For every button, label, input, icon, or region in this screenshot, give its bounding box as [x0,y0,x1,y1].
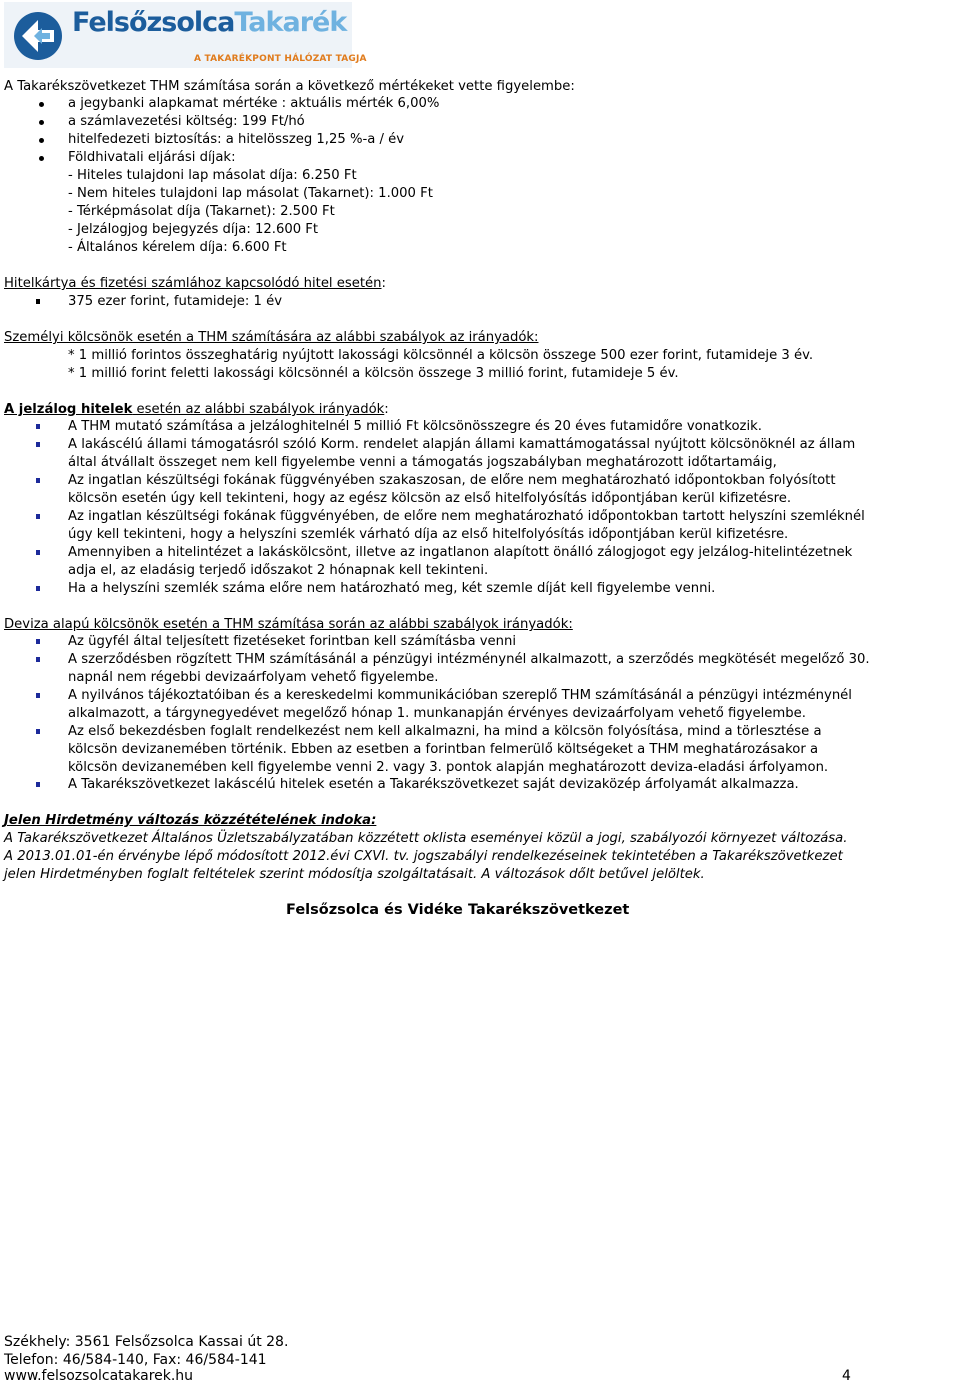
currency-item: Az ügyfél által teljesített fizetéseket forintban kell számításba venni [68,634,517,649]
footer-phone: Telefon: 46/584-140, Fax: 46/584-141 [4,1352,267,1368]
notice-line: jelen Hirdetményben foglalt feltételek szerint módosítja szolgáltatásait. A változások dőlt betűvel jelöltek. [4,867,705,882]
notice-line: A 2013.01.01-én érvénybe lépő módosított 2012.évi CXVI. tv. jogszabályi rendelkezéseinek tekintetében a Takarékszövetkezet [4,849,843,864]
intro-lead: A Takarékszövetkezet THM számítása során a következő mértékeket vette figyelembe: [4,79,575,94]
logo-mark-icon [12,10,66,62]
mortgage-item: Az ingatlan készültségi fokának függvényében, de előre nem meghatározható időpontokban tartott helyszíni szemléknél [68,509,865,524]
fee-line: - Általános kérelem díja: 6.600 Ft [68,240,287,255]
currency-item: A Takarékszövetkezet lakáscélú hitelek esetén a Takarékszövetkezet saját devizaközép árfolyamát alkalmazza. [68,777,799,792]
fee-line: - Jelzálogjog bejegyzés díja: 12.600 Ft [68,222,319,237]
mortgage-item-cont: által átvállalt összeget nem kell figyelembe venni a támogatás jogszabályban meghatározott időtartamáig, [68,455,777,470]
mortgage-item-cont: úgy kell tekinteni, hogy a helyszíni szemlék várható díja az első hitelfolyósítás időpontjában kerül kifizetésre. [68,527,789,542]
intro-bullet: hitelfedezeti biztosítás: a hitelösszeg 1,25 %-a / év [68,132,405,147]
fee-line: - Hiteles tulajdoni lap másolat díja: 6.250 Ft [68,168,357,183]
mortgage-heading: A jelzálog hitelek esetén az alábbi szabályok irányadók: [4,402,389,417]
page-number: 4 [842,1368,851,1384]
intro-bullet: Földhivatali eljárási díjak: [68,150,236,165]
intro-bullet: a jegybanki alapkamat mértéke : aktuális mérték 6,00% [68,96,440,111]
personal-heading: Személyi kölcsönök esetén a THM számítására az alábbi szabályok az irányadók: [4,330,539,345]
mortgage-item: Ha a helyszíni szemlék száma előre nem határozható meg, két szemle díját kell figyelembe venni. [68,581,716,596]
personal-line: * 1 millió forintos összeghatárig nyújtott lakossági kölcsönnél a kölcsön összege 500 ezer forint, futamideje 3 év. [68,348,814,363]
signature: Felsőzsolca és Vidéke Takarékszövetkezet [286,902,630,918]
mortgage-item: A THM mutató számítása a jelzáloghitelnél 5 millió Ft kölcsönösszegre és 20 éves futamidőre vonatkozik. [68,419,762,434]
credit-card-item: 375 ezer forint, futamideje: 1 év [68,294,282,309]
currency-heading: Deviza alapú kölcsönök esetén a THM számítása során az alábbi szabályok irányadók: [4,617,573,632]
intro-bullet: a számlavezetési költség: 199 Ft/hó [68,114,305,129]
currency-item-cont: kölcsön devizanemében történik. Ebben az esetben a forintban felmerülő költségeket a THM meghatározásakor a [68,742,819,757]
notice-heading: Jelen Hirdetmény változás közzétételének indoka: [4,813,377,828]
notice-line: A Takarékszövetkezet Általános Üzletszabályzatában közzétett oklista eseményei közül a jogi, szabályozói környezet változása. [4,831,848,846]
currency-item-cont: napnál nem régebbi devizaárfolyam vehető figyelembe. [68,670,439,685]
footer-website-link[interactable]: www.felsozsolcatakarek.hu [4,1368,194,1384]
mortgage-item: Amennyiben a hitelintézet a lakáskölcsönt, illetve az ingatlanon alapított önálló zálogjogot egy jelzálog-hitelintézetnek [68,545,853,560]
mortgage-item-cont: adja el, az eladásig terjedő időszakot 2 hónapnak kell tekinteni. [68,563,489,578]
fee-line: - Térképmásolat díja (Takarnet): 2.500 Ft [68,204,335,219]
currency-item-cont: kölcsön devizanemében kell figyelembe venni 2. vagy 3. pontok alapján meghatározott deviza-eladási árfolyamon. [68,760,829,775]
footer-address: Székhely: 3561 Felsőzsolca Kassai út 28. [4,1334,289,1350]
fee-line: - Nem hiteles tulajdoni lap másolat (Takarnet): 1.000 Ft [68,186,433,201]
company-logo [4,2,367,68]
credit-card-heading: Hitelkártya és fizetési számlához kapcsolódó hitel esetén: [4,276,386,291]
currency-item: A nyilvános tájékoztatóiban és a kereskedelmi kommunikációban szereplő THM számításánál a pénzügyi intézménynél [68,688,852,703]
mortgage-item-cont: kölcsön esetén úgy kell tekinteni, hogy az egész kölcsön az első hitelfolyósítás időpontjában kerül kifizetésre. [68,491,792,506]
currency-item: A szerződésben rögzített THM számításánál a pénzügyi intézménynél alkalmazott, a szerződés megkötését megelőző 30. [68,652,870,667]
mortgage-item: A lakáscélú állami támogatásról szóló Korm. rendelet alapján állami kamattámogatással nyújtott kölcsönöknél az állam [68,437,856,452]
logo-tagline: A TAKARÉKPONT HÁLÓZAT TAGJA [194,54,367,64]
currency-item: Az első bekezdésben foglalt rendelkezést nem kell alkalmazni, ha mind a kölcsön folyósítása, mind a törlesztése a [68,724,822,739]
personal-line: * 1 millió forint feletti lakossági kölcsönnél a kölcsön összege 3 millió forint, futamideje 5 év. [68,366,679,381]
logo-brand-text: FelsőzsolcaTakarék [72,7,347,38]
mortgage-item: Az ingatlan készültségi fokának függvényében szakaszosan, de előre nem meghatározható időpontokban folyósított [68,473,836,488]
currency-item-cont: alkalmazott, a tárgynegyedévet megelőző hónap 1. munkanapján érvényes devizaárfolyam vehető figyelembe. [68,706,806,721]
